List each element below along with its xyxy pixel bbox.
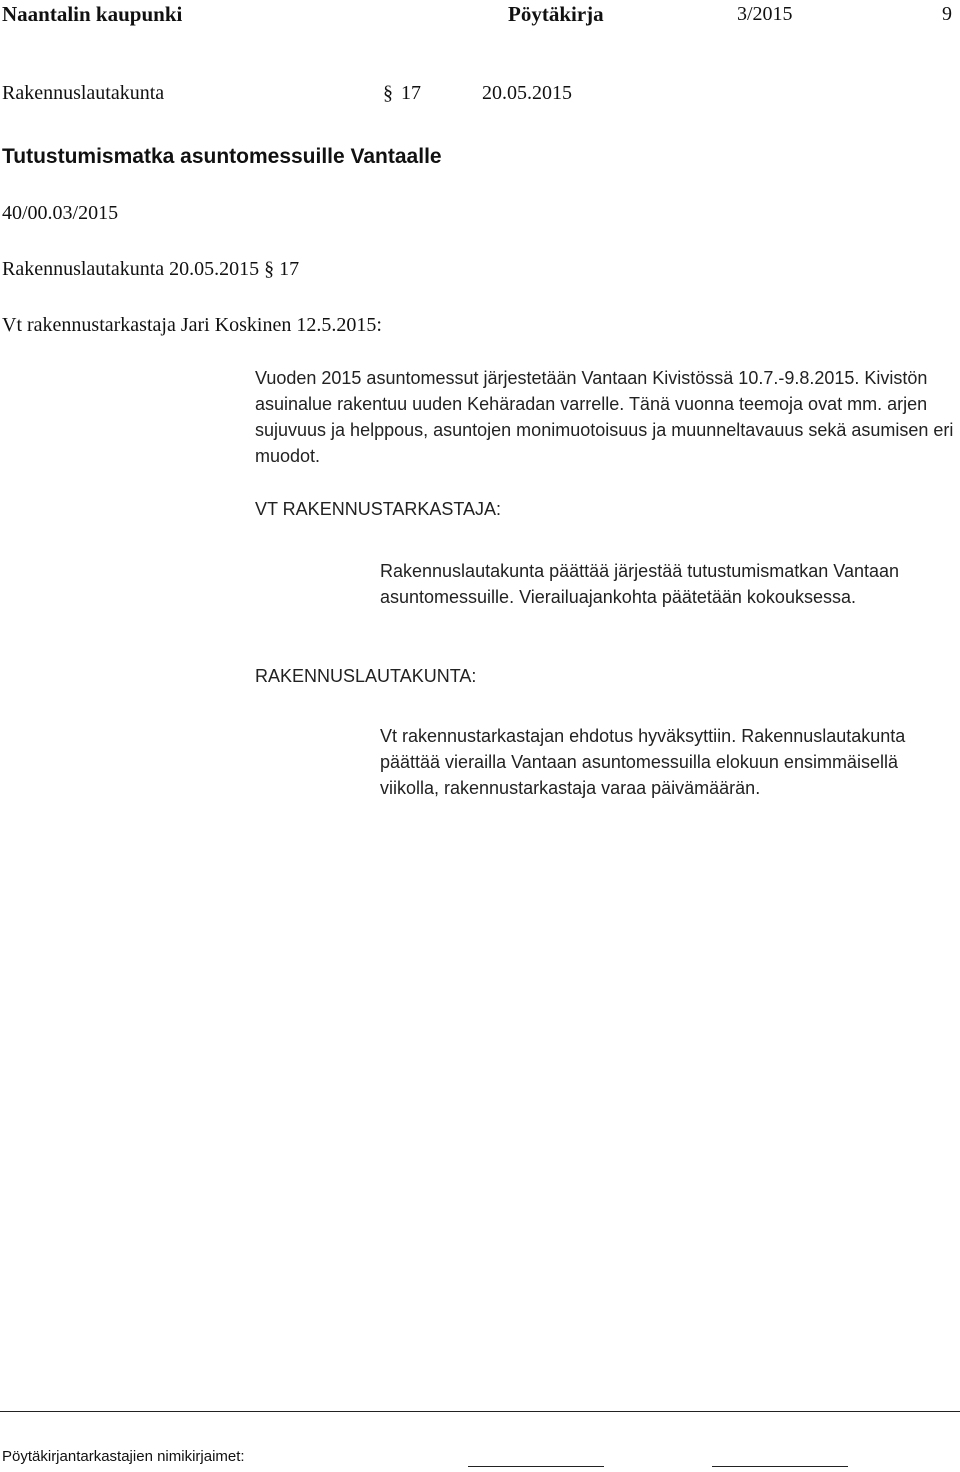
section-symbol: §	[383, 82, 393, 104]
signature-line-1	[468, 1466, 604, 1467]
footer-divider	[0, 1411, 960, 1412]
decision-text: Vt rakennustarkastajan ehdotus hyväksyttiin. Rakennuslautakunta päättää vierailla Vantaan asuntomessuilla elokuun ensimmäisellä viikolla, rakennustarkastaja varaa päivämäärän.	[380, 726, 906, 798]
organization-name: Naantalin kaupunki	[2, 2, 183, 26]
preparer-line: Vt rakennustarkastaja Jari Koskinen 12.5.2015:	[2, 314, 382, 336]
proposal-text: Rakennuslautakunta päättää järjestää tutustumismatkan Vantaan asuntomessuille. Vierailuajankohta päätetään kokouksessa.	[380, 561, 899, 607]
signatures-label: Pöytäkirjantarkastajien nimikirjaimet:	[2, 1448, 245, 1465]
signature-line-2	[712, 1466, 848, 1467]
meeting-date: 20.05.2015	[482, 82, 572, 104]
document-number: 3/2015	[737, 3, 793, 25]
decision-heading: RAKENNUSLAUTAKUNTA:	[255, 666, 477, 686]
proposal-heading: VT RAKENNUSTARKASTAJA:	[255, 499, 502, 519]
item-title: Tutustumismatka asuntomessuille Vantaalle	[2, 145, 442, 168]
document-type: Pöytäkirja	[508, 2, 604, 26]
board-name: Rakennuslautakunta	[2, 82, 165, 104]
item-body: Vuoden 2015 asuntomessut järjestetään Vantaan Kivistössä 10.7.-9.8.2015. Kivistön asuinalue rakentuu uuden Kehäradan varrelle. Tänä vuonna teemoja ovat mm. arjen sujuvuus ja helppous, asuntojen monimuotoisuus ja muunneltavauus sekä asumisen eri muodot.	[255, 368, 954, 466]
diary-number: 40/00.03/2015	[2, 202, 119, 224]
section-number: 17	[401, 82, 421, 104]
page-number: 9	[942, 3, 952, 25]
history-line: Rakennuslautakunta 20.05.2015 § 17	[2, 258, 300, 280]
